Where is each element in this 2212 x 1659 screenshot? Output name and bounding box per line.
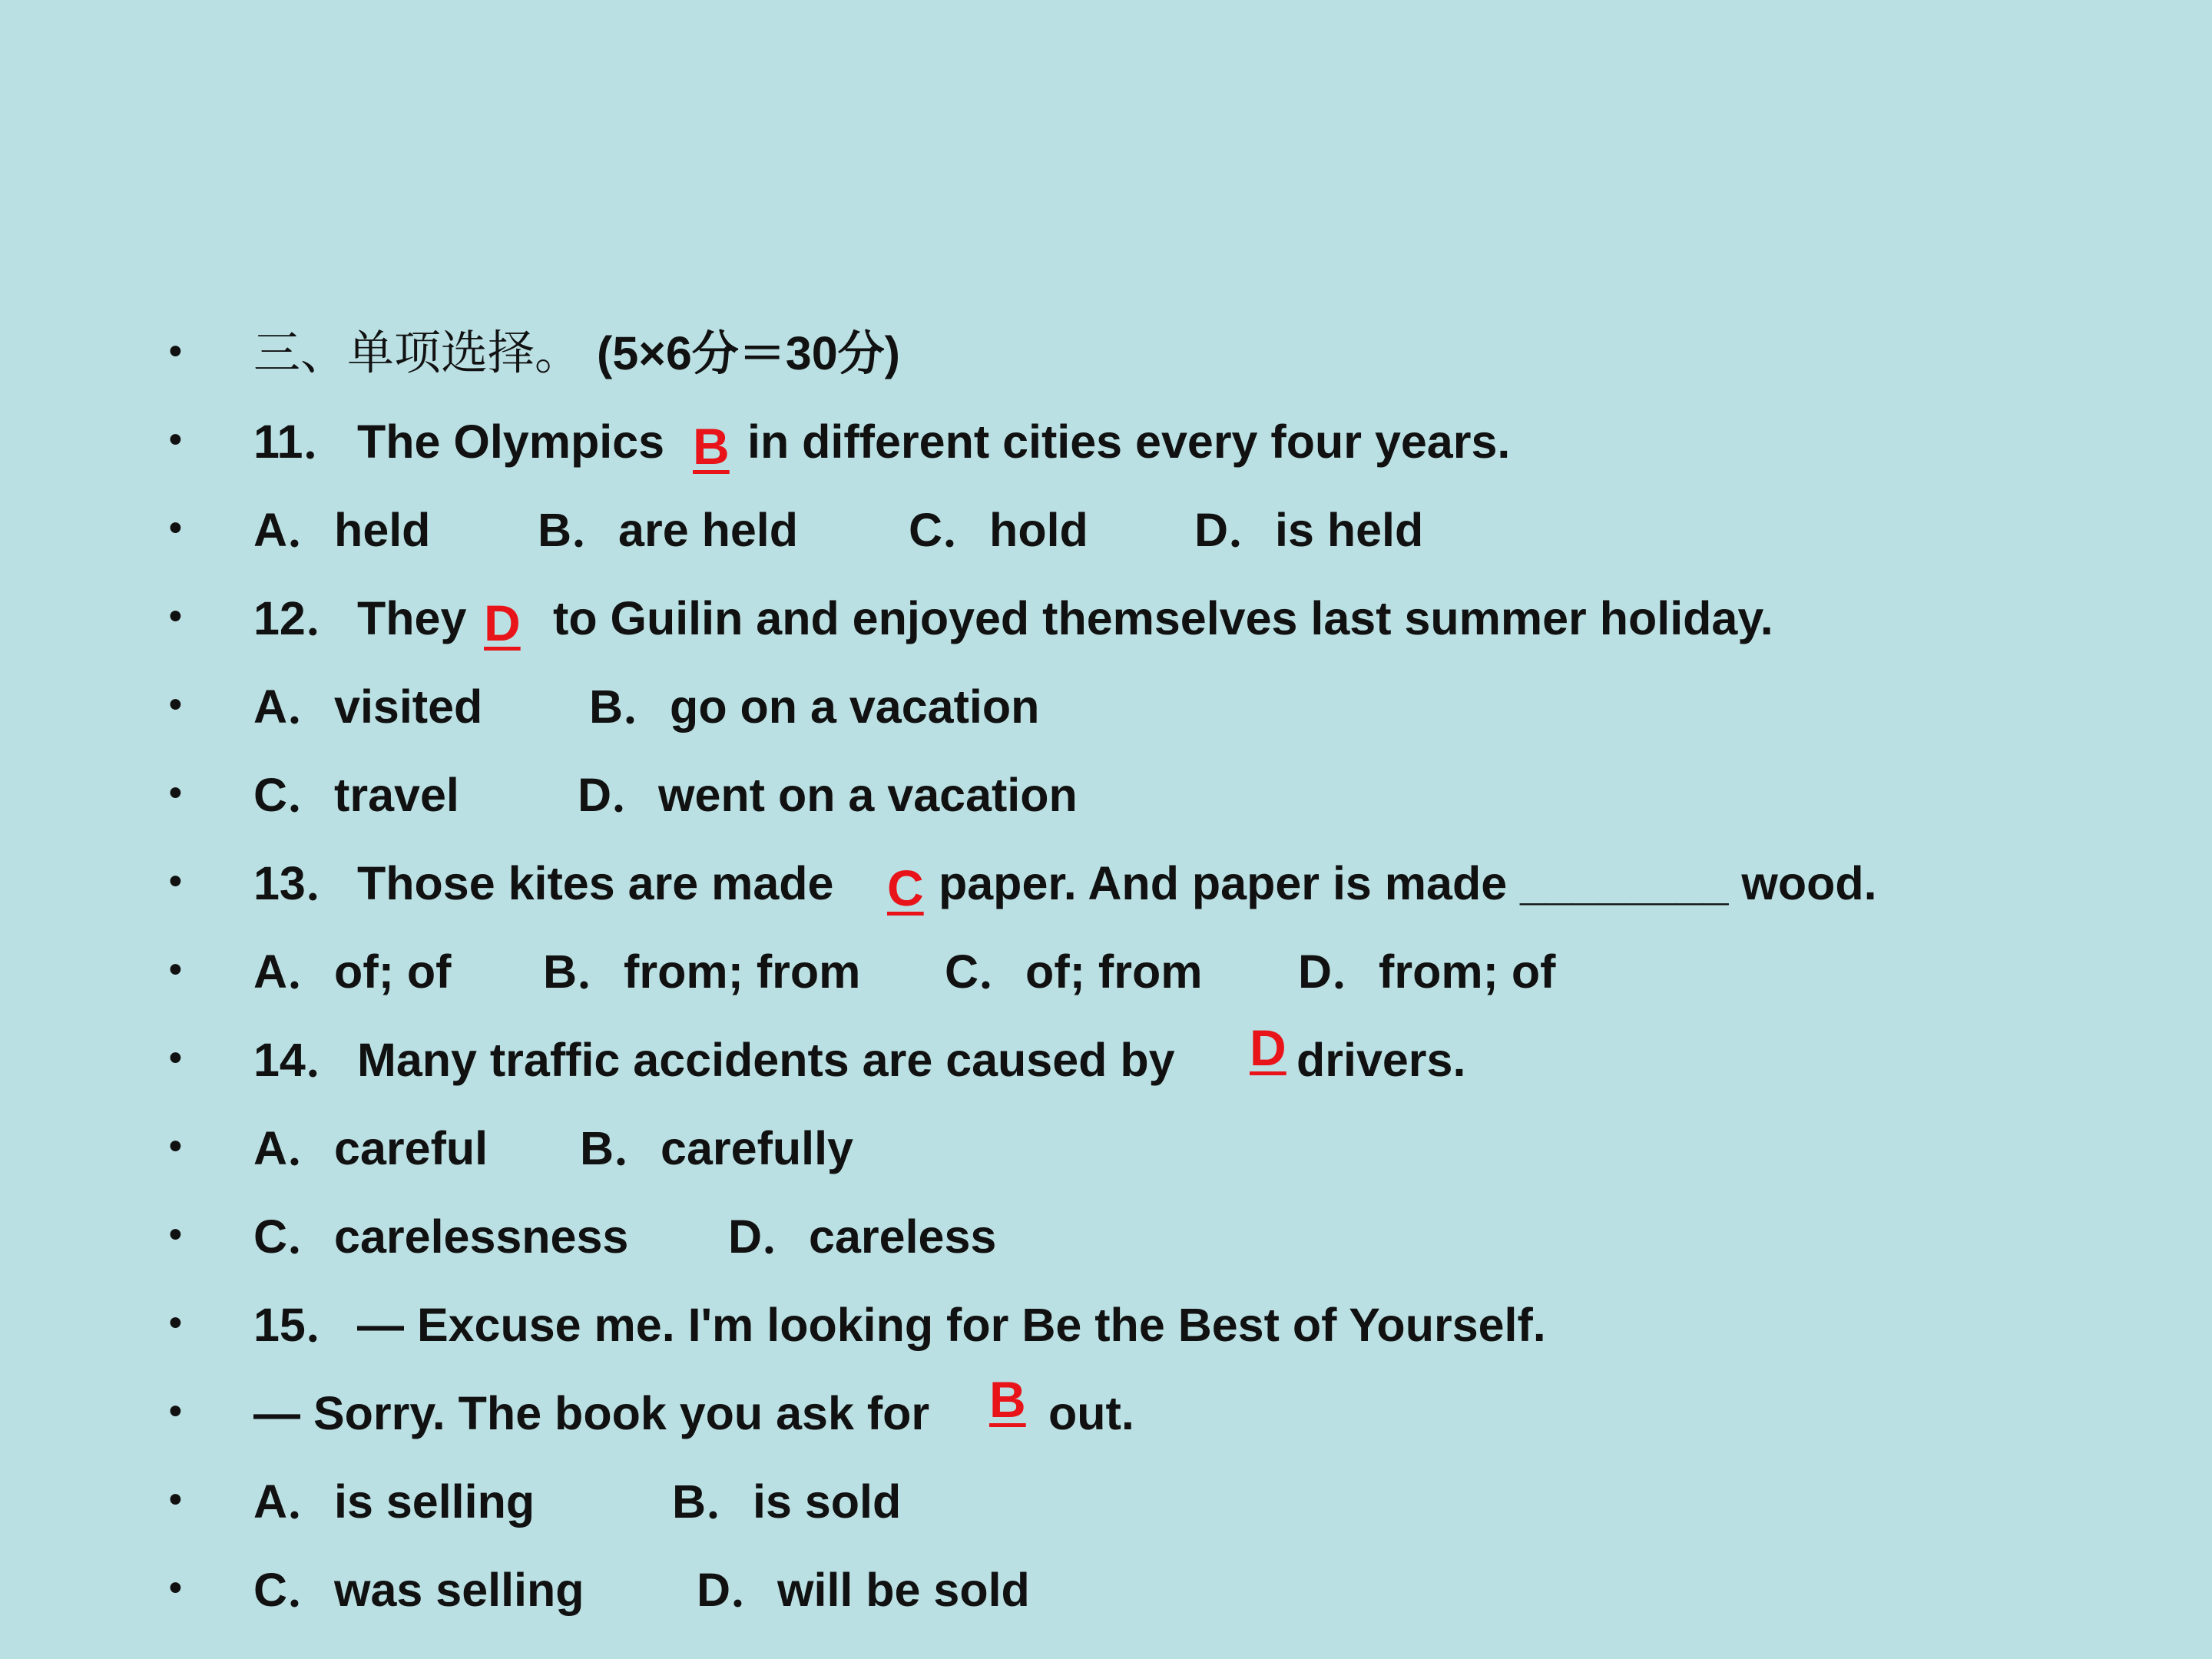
question-number: 13． [253, 857, 353, 909]
bullet: • [169, 1479, 182, 1520]
options-15-ab [0, 1463, 2212, 1540]
question-13 [0, 845, 2212, 922]
question-stem-after: out. [1048, 1387, 1134, 1439]
question-11 [0, 403, 2212, 480]
question-stem-line1: — Excuse me. I'm looking for Be the Best of Yourself. [357, 1299, 1546, 1351]
question-15 [0, 1286, 2212, 1363]
option-a: A．of; of [253, 945, 452, 998]
bullet: • [169, 1038, 182, 1078]
option-d: D．went on a vacation [578, 769, 1078, 821]
options-15-cd [0, 1551, 2212, 1628]
option-c: C．carelessness [253, 1210, 629, 1263]
answer-mark: B [693, 418, 730, 475]
question-number: 14． [253, 1034, 353, 1086]
question-stem-after: in different cities every four years. [747, 416, 1511, 468]
answer-mark: C [887, 859, 924, 916]
bullet: • [169, 684, 182, 725]
answer-mark: D [1250, 1019, 1286, 1076]
question-number: 11． [253, 416, 350, 468]
option-c: C．hold [909, 504, 1088, 556]
option-a: A．held [253, 504, 431, 556]
answer-mark: D [484, 594, 521, 651]
question-14 [0, 1019, 2212, 1098]
options-12-cd [0, 757, 2212, 833]
option-c: C．was selling [253, 1564, 584, 1616]
question-stem-before: Those kites are made [357, 857, 834, 909]
bullet: • [169, 508, 182, 548]
option-b: B．is sold [672, 1475, 902, 1528]
question-number: 12． [253, 592, 353, 644]
option-a: A．is selling [253, 1475, 535, 1528]
question-15-line2 [0, 1371, 2212, 1452]
option-b: B．are held [538, 504, 798, 556]
section-score: (5×6分＝30分) [597, 327, 900, 379]
bullet: • [169, 949, 182, 990]
option-b: B．carefully [580, 1122, 853, 1174]
option-a: A．careful [253, 1122, 488, 1174]
question-stem-after: paper. And paper is made ________ wood. [939, 857, 1877, 909]
bullet: • [169, 861, 182, 902]
option-c: C．of; from [945, 945, 1203, 998]
options-14-cd [0, 1198, 2212, 1275]
section-header [0, 315, 2212, 392]
option-a: A．visited [253, 680, 483, 733]
option-d: D．is held [1194, 504, 1424, 556]
option-d: D．from; of [1298, 945, 1556, 998]
question-stem-after: drivers. [1296, 1034, 1466, 1086]
bullet: • [169, 773, 182, 813]
bullet: • [169, 1303, 182, 1343]
bullet: • [169, 596, 182, 637]
bullet: • [169, 419, 182, 460]
option-c: C．travel [253, 769, 459, 821]
option-b: B．from; from [543, 945, 861, 998]
option-d: D．careless [728, 1210, 997, 1263]
question-stem-after: to Guilin and enjoyed themselves last summer holiday. [553, 592, 1773, 644]
section-title: 三、单项选择。 [253, 326, 582, 380]
bullet: • [169, 1214, 182, 1255]
bullet: • [169, 1391, 182, 1432]
options-11 [0, 492, 2212, 568]
bullet: • [169, 1568, 182, 1608]
options-12-ab [0, 668, 2212, 745]
option-b: B．go on a vacation [589, 680, 1040, 733]
question-number: 15． [253, 1299, 353, 1351]
question-stem-before: The Olympics [357, 416, 665, 468]
bullet: • [169, 331, 182, 372]
question-stem-before: They [357, 592, 467, 644]
question-stem-before: — Sorry. The book you ask for [253, 1387, 930, 1439]
answer-mark: B [989, 1371, 1026, 1428]
options-14-ab [0, 1110, 2212, 1187]
question-stem-before: Many traffic accidents are caused by [357, 1034, 1175, 1086]
bullet: • [169, 1126, 182, 1167]
question-12 [0, 580, 2212, 657]
options-13 [0, 933, 2212, 1010]
option-d: D．will be sold [697, 1564, 1030, 1616]
